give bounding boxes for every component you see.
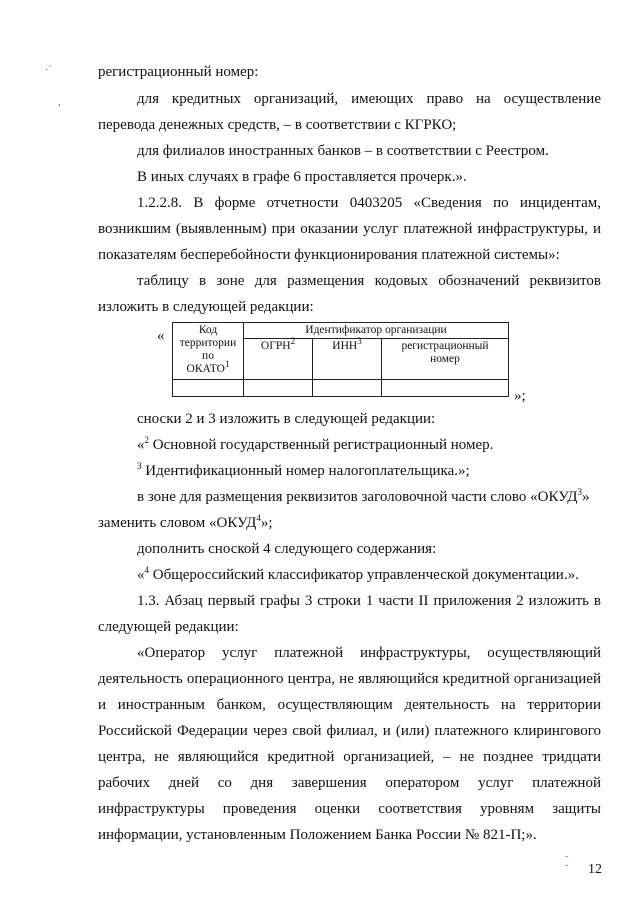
table-header-okato: Код территории по ОКАТО$^1$: [173, 323, 244, 380]
text-line: деятельность операционного центра, не являющийся кредитной организацией: [98, 671, 601, 687]
text-line: Российской Федерации через свой филиал, и (или) платежного клирингового: [98, 723, 601, 739]
table-cell: [244, 380, 313, 397]
text-line: показателям бесперебойности функционирования платежной системы»:: [98, 247, 560, 263]
text-line: для кредитных организаций, имеющих право на осуществление: [137, 91, 601, 107]
text-line: в зоне для размещения реквизитов заголовочной части слово «ОКУД$^3$»: [137, 487, 590, 505]
footnote-line: «$^4$ Общероссийский классификатор управленческой документации.».: [137, 565, 579, 583]
text-line: перевода денежных средств, – в соответствии с КГРКО;: [98, 117, 457, 133]
text-line: рабочих дней со дня завершения оператором услуг платежной: [98, 775, 601, 791]
codes-table: [172, 322, 509, 397]
text-line: регистрационный номер:: [98, 64, 259, 80]
text-line: таблицу в зоне для размещения кодовых обозначений реквизитов: [137, 273, 601, 289]
table-header-regnum: регистрационный номер: [382, 339, 509, 380]
footnote-line: «$^2$ Основной государственный регистрационный номер.: [137, 435, 494, 453]
text-line: 1.3. Абзац первый графы 3 строки 1 части II приложения 2 изложить в: [137, 593, 601, 609]
text-line: инфраструктуры проведения оценки соответствия уровням защиты: [98, 801, 601, 817]
scan-speck: ·`: [45, 65, 52, 76]
table-cell: [173, 380, 244, 397]
table-quote-close: »;: [514, 388, 526, 404]
text-line: для филиалов иностранных банков – в соответствии с Реестром.: [137, 143, 549, 159]
text-line: центра, не являющийся кредитной организацией, – не позднее тридцати: [98, 749, 601, 765]
table-cell: [313, 380, 382, 397]
text-line: дополнить сноской 4 следующего содержания:: [137, 541, 437, 557]
table-quote-open: «: [157, 328, 165, 344]
text-line: следующей редакции:: [98, 619, 239, 635]
text-line: В иных случаях в графе 6 проставляется прочерк.».: [137, 169, 467, 185]
text-line: «Оператор услуг платежной инфраструктуры, осуществляющий: [137, 645, 601, 661]
text-line: и иностранным банком, осуществляющим деятельность на территории: [98, 697, 601, 713]
text-line: заменить словом «ОКУД$^4$»;: [98, 513, 273, 531]
table-cell: [382, 380, 509, 397]
table-header-inn: ИНН$^3$: [313, 339, 382, 380]
scan-speck: ,: [58, 97, 61, 108]
text-line: изложить в следующей редакции:: [98, 299, 314, 315]
text-line: 1.2.2.8. В форме отчетности 0403205 «Сведения по инцидентам,: [137, 195, 601, 211]
scan-speck: ˜ ˘: [565, 855, 569, 875]
footnote-line: $^3$ Идентификационный номер налогоплательщика.»;: [137, 461, 470, 479]
text-line: возникшим (выявленным) при оказании услуг платежной инфраструктуры, и: [98, 221, 601, 237]
table-header-identifier: Идентификатор организации: [244, 323, 509, 339]
page-number: 12: [588, 862, 602, 877]
text-line: сноски 2 и 3 изложить в следующей редакции:: [137, 411, 436, 427]
text-line: информации, установленным Положением Банка России № 821-П;».: [98, 827, 537, 843]
table-header-ogrn: ОГРН$^2$: [244, 339, 313, 380]
